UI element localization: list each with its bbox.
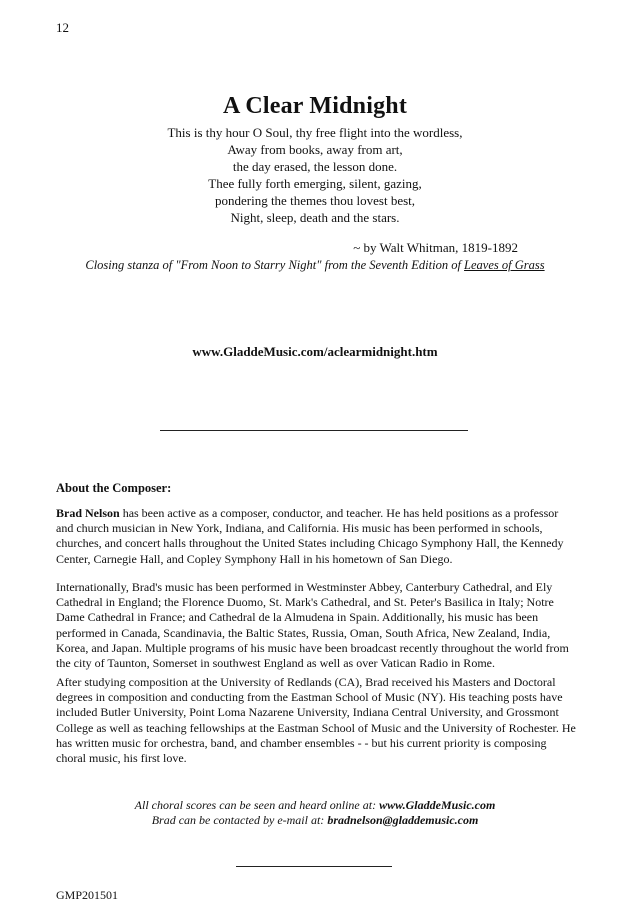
poem-line: Night, sleep, death and the stars. [230,210,400,225]
poem-line: Thee fully forth emerging, silent, gazing, [208,176,422,191]
source-note [0,258,630,273]
bio-paragraph-1 [56,506,576,567]
poem-line: the day erased, the lesson done. [232,159,398,174]
bio-paragraph-1-text: has been active as a composer, conductor, and teacher. He has held positions as a professor and church musician in New York, Indiana, and California. His music has been performed in schools, churches, and concert halls throughout the United States including Chicago Symphony Hall, the Kennedy Center, Carnegie Hall, and Copley Symphony Hall in his hometown of San Diego. [56,506,564,566]
poem-line: Away from books, away from art, [227,142,403,157]
footer-divider [236,866,392,867]
bio-paragraph-3: After studying composition at the University of Redlands (CA), Brad received his Masters and Doctoral degrees in composition and conducting from the Eastman School of Music (NY). His teaching posts have included Butler University, Point Loma Nazarene University, Indiana Central University, and Grossmont College as well as teaching fellowships at the Eastman School of Music and the University of Rochester. He has written music for orchestra, band, and chamber ensembles - - but his current priority is composing choral music, his first love. [56,675,576,766]
email-line-text: Brad can be contacted by e-mail at: [151,813,328,827]
poem-line: This is thy hour O Soul, thy free flight into the wordless, [167,125,463,140]
page-number: 12 [56,20,69,35]
poem-title: A Clear Midnight [222,93,408,119]
book-title: Leaves of Grass [464,258,545,272]
poem-line: pondering the themes thou lovest best, [214,193,416,208]
email-address: bradnelson@gladdemusic.com [327,813,479,827]
bio-heading: About the Composer: [56,481,172,495]
poem-attribution: ~ by Walt Whitman, 1819-1892 [353,240,518,255]
source-note-prefix: Closing stanza of "From Noon to Starry Night" from the Seventh Edition of [85,258,465,272]
poem-stanza [0,124,630,226]
email-line [0,813,630,828]
piece-url: www.GladdeMusic.com/aclearmidnight.htm [192,344,438,359]
contact-block [0,798,630,828]
composer-name: Brad Nelson [56,506,120,520]
scores-line [0,798,630,813]
document-code: GMP201501 [56,888,119,902]
divider-line [160,430,468,431]
scores-line-text: All choral scores can be seen and heard online at: [134,798,380,812]
website-link: www.GladdeMusic.com [379,798,496,812]
bio-paragraph-2: Internationally, Brad's music has been performed in Westminster Abbey, Canterbury Cathedral, and Ely Cathedral in England; the Florence Duomo, St. Mark's Cathedral, and St. Peter's Basilica in Italy; Notre Dame Cathedral in France; and Cathedral de la Almudena in Spain. Additionally, his music has been performed in Canada, Scandinavia, the Baltic States, Russia, Oman, South Africa, New Zealand, India, Korea, and Japan. Multiple programs of his music have been broadcast recently throughout the world from the city of Taunton, Somerset in southwest England as well as over Vatican Radio in Rome. [56,580,569,671]
